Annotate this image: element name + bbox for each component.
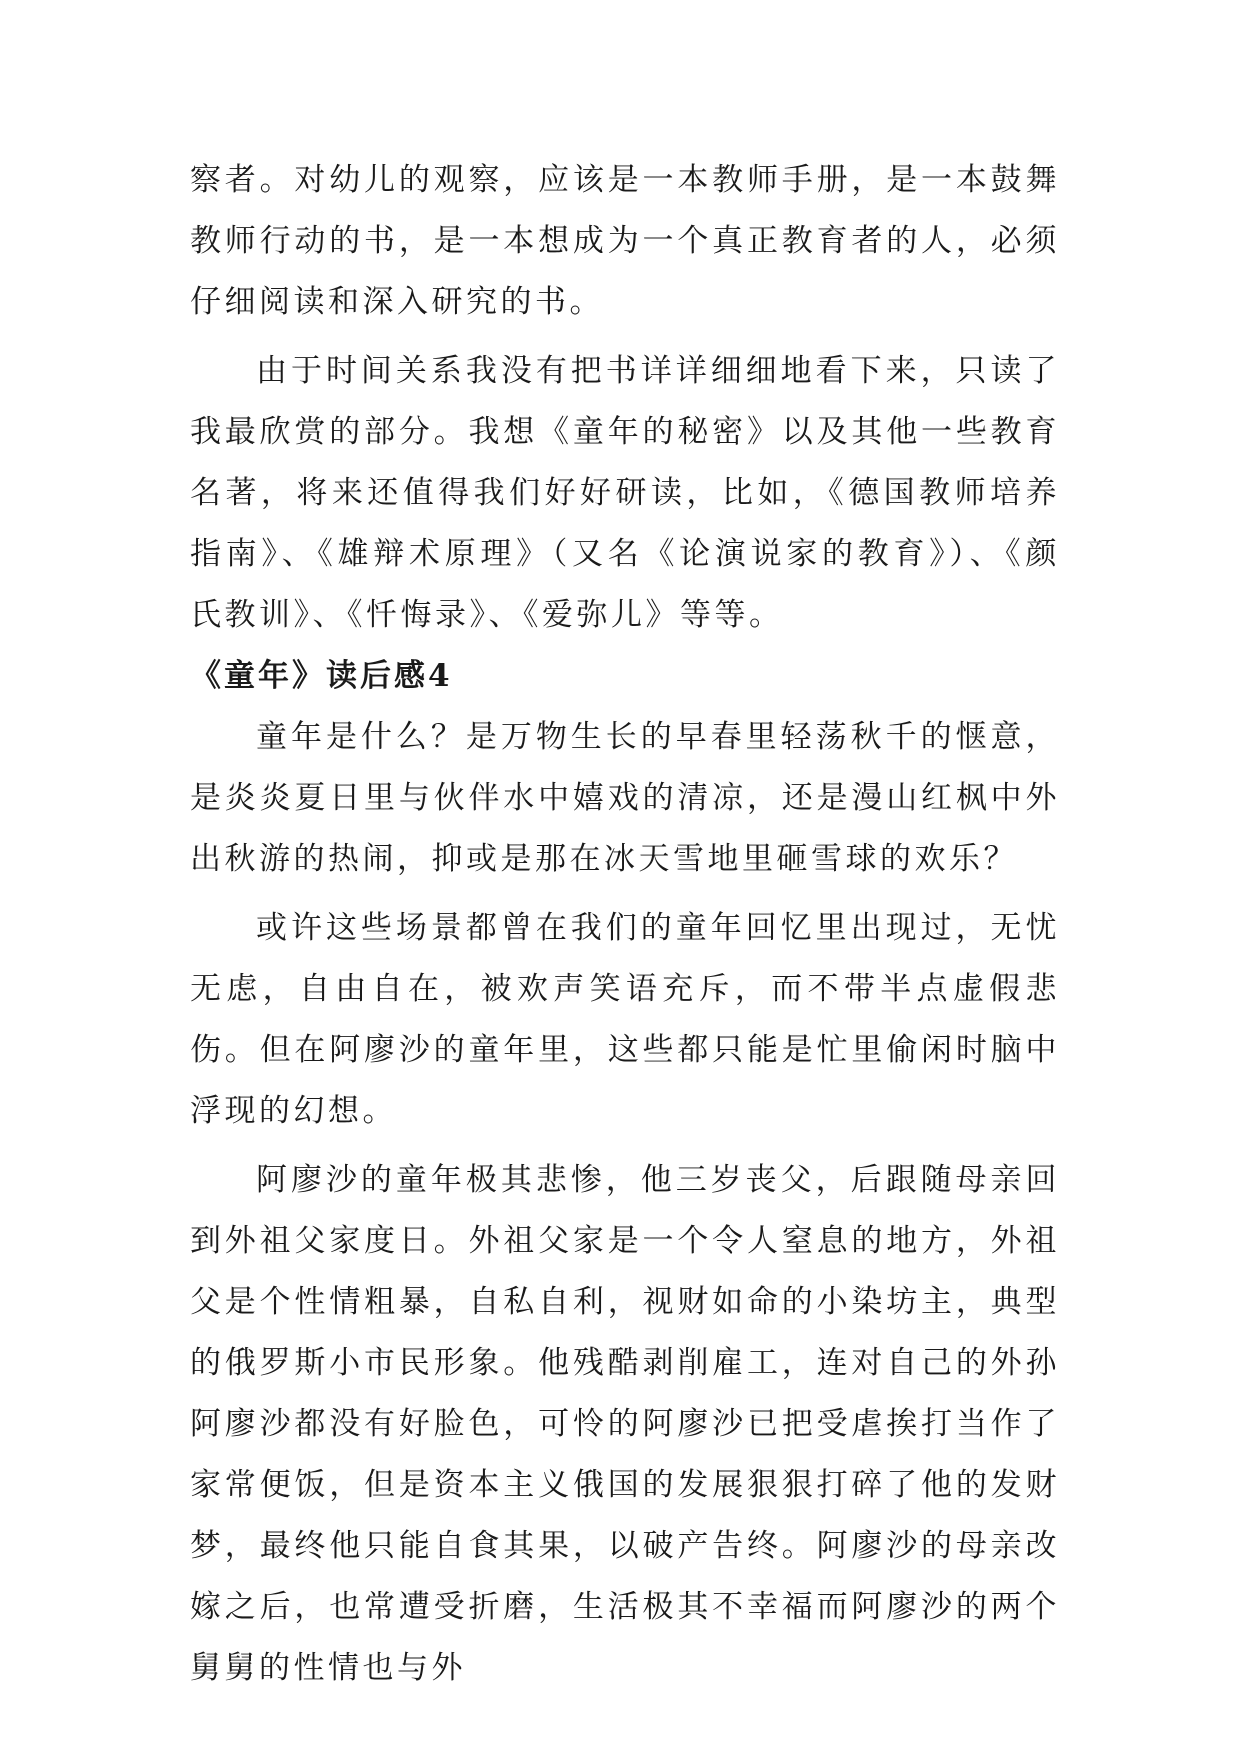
paragraph-what-is-childhood: 童年是什么？是万物生长的早春里轻荡秋千的惬意，是炎炎夏日里与伙伴水中嬉戏的清凉，还是漫山红枫中外出秋游的热闹，抑或是那在冰天雪地里砸雪球的欢乐？ xyxy=(190,719,1060,877)
paragraph-observation-continued: 察者。对幼儿的观察，应该是一本教师手册，是一本鼓舞教师行动的书，是一本想成为一个真正教育者的人，必须仔细阅读和深入研究的书。 xyxy=(190,162,1060,320)
paragraph-alyosha-hardship: 阿廖沙的童年极其悲惨，他三岁丧父，后跟随母亲回到外祖父家度日。外祖父家是一个令人窒息的地方，外祖父是个性情粗暴，自私自利，视财如命的小染坊主，典型的俄罗斯小市民形象。他残酷剥削雇工，连对自己的外孙阿廖沙都没有好脸色，可怜的阿廖沙已把受虐挨打当作了家常便饭，但是资本主义俄国的发展狠狠打碎了他的发财梦，最终他只能自食其果，以破产告终。阿廖沙的母亲改嫁之后，也常遭受折磨，生活极其不幸福而阿廖沙的两个舅舅的性情也与外 xyxy=(190,1162,1060,1686)
paragraph-alyosha-childhood-fantasy: 或许这些场景都曾在我们的童年回忆里出现过，无忧无虑，自由自在，被欢声笑语充斥，而不带半点虚假悲伤。但在阿廖沙的童年里，这些都只能是忙里偷闲时脑中浮现的幻想。 xyxy=(190,910,1060,1129)
document-page xyxy=(190,150,1060,1699)
paragraph-reading-notes: 由于时间关系我没有把书详详细细地看下来，只读了我最欣赏的部分。我想《童年的秘密》以及其他一些教育名著，将来还值得我们好好研读，比如，《德国教师培养指南》、《雄辩术原理》（又名《论演说家的教育》）、《颜氏教训》、《忏悔录》、《爱弥儿》等等。 xyxy=(190,353,1060,633)
section-heading: 《童年》读后感4 xyxy=(190,658,453,694)
